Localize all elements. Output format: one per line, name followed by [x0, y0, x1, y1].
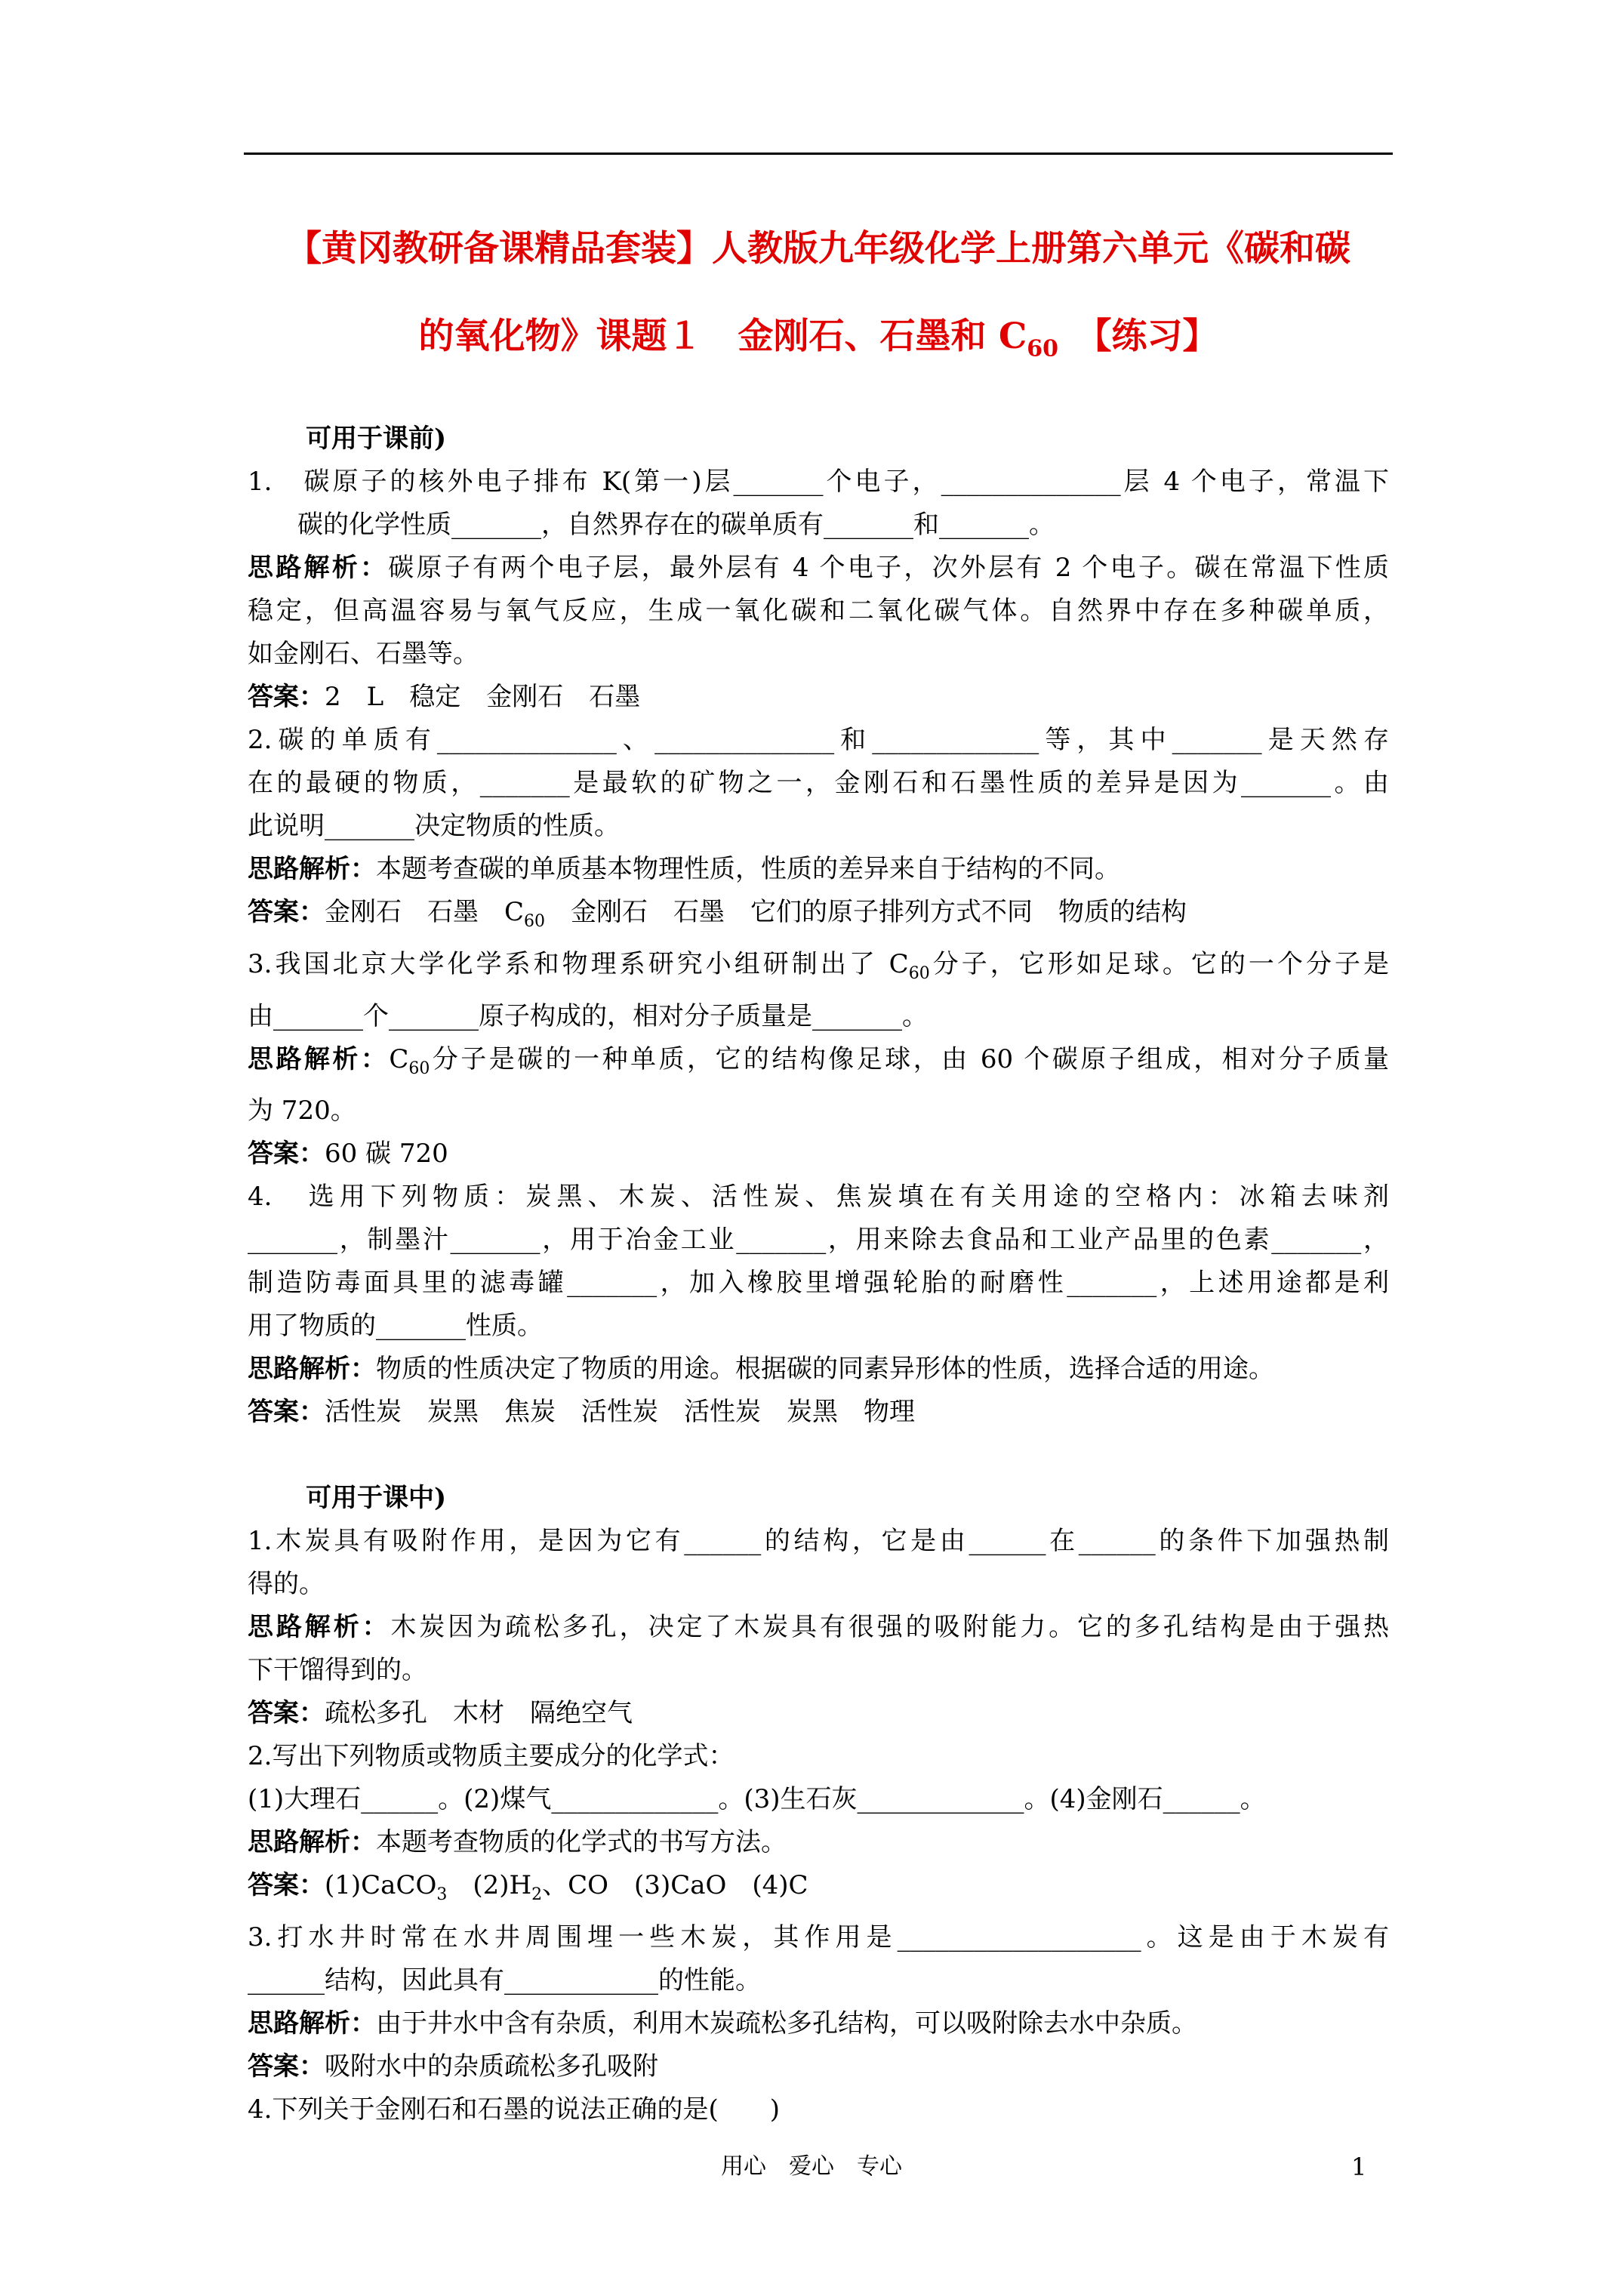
s2-q4-line1: 4.下列关于金刚石和石墨的说法正确的是( ) [248, 2094, 780, 2125]
s1-q2-line3: 此说明_______决定物质的性质。 [248, 811, 620, 841]
title-line-2: 的氧化物》课题１ 金刚石、石墨和 $C_{60}$ 【练习】 [418, 316, 1218, 362]
s1-q2-line1: 2.碳的单质有______________、______________和_____________等，其中_______是天然存 [248, 725, 1389, 755]
s1-q1-line2: 碳的化学性质_______，自然界存在的碳单质有_______和_______。 [297, 510, 1055, 540]
s1-q4-line4: 用了物质的_______性质。 [248, 1311, 543, 1342]
s2-q1-analysis-line2: 下干馏得到的。 [248, 1655, 427, 1686]
s1-q2-answer: 答案：金刚石 石墨 $C_{60}$ 金刚石 石墨 它们的原子排列方式不同 物质的结构 [248, 897, 1187, 931]
s2-q3-line1: 3.打水井时常在水井周围埋一些木炭，其作用是___________________。这是由于木炭有 [248, 1922, 1389, 1953]
s1-q3-analysis: 思路解析：$C_{60}$分子是碳的一种单质，它的结构像足球，由 60 个碳原子组成，相对分子质量 [248, 1043, 1389, 1078]
s1-q1-line1: 1. 碳原子的核外电子排布 K(第一)层_______个电子，______________层 4 个电子，常温下 [248, 467, 1389, 497]
s1-q3-analysis-line2: 为 720。 [248, 1096, 356, 1126]
document-title [244, 205, 1393, 393]
s2-q1-line1: 1.木炭具有吸附作用，是因为它有______的结构，它是由______在______的条件下加强热制 [248, 1526, 1389, 1557]
s1-q3-line2: 由_______个_______原子构成的，相对分子质量是_______。 [248, 1000, 928, 1031]
s2-q2-analysis: 思路解析：本题考查物质的化学式的书写方法。 [248, 1827, 787, 1858]
s1-q2-analysis: 思路解析：本题考查碳的单质基本物理性质，性质的差异来自于结构的不同。 [248, 854, 1120, 884]
s1-q4-line1: 4. 选用下列物质：炭黑、木炭、活性炭、焦炭填在有关用途的空格内：冰箱去味剂 [248, 1182, 1389, 1213]
header-rule [244, 153, 1393, 155]
s2-q2-line1: 2.写出下列物质或物质主要成分的化学式： [248, 1741, 735, 1772]
s2-q1-line2: 得的。 [248, 1569, 325, 1600]
section-gap [248, 1434, 1389, 1477]
s2-q1-analysis: 思路解析：木炭因为疏松多孔，决定了木炭具有很强的吸附能力。它的多孔结构是由于强热 [248, 1612, 1389, 1643]
s1-q1-analysis-line2: 稳定，但高温容易与氧气反应，生成一氧化碳和二氧化碳气体。自然界中存在多种碳单质， [248, 596, 1389, 626]
footer-slogan: 用心 爱心 专心 [721, 2153, 902, 2180]
s1-q2-line2: 在的最硬的物质，_______是最软的矿物之一，金刚石和石墨性质的差异是因为_______。由 [248, 768, 1389, 798]
title-line-1: 【黄冈教研备课精品套装】人教版九年级化学上册第六单元《碳和碳 [286, 228, 1350, 270]
s1-q1-analysis-line3: 如金刚石、石墨等。 [248, 639, 479, 669]
document-body [248, 418, 1389, 2131]
s1-q1-analysis: 思路解析：碳原子有两个电子层，最外层有 4 个电子，次外层有 2 个电子。碳在常温下性质 [248, 553, 1389, 583]
s2-q3-analysis: 思路解析：由于井水中含有杂质，利用木炭疏松多孔结构，可以吸附除去水中杂质。 [248, 2008, 1197, 2039]
s1-q1-answer: 答案：2 L 稳定 金刚石 石墨 [248, 682, 641, 712]
page-number: 1 [1351, 2153, 1367, 2181]
s2-q2-line2: (1)大理石______。(2)煤气_____________。(3)生石灰_____________。(4)金刚石______。 [248, 1784, 1266, 1815]
s1-q4-answer: 答案：活性炭 炭黑 焦炭 活性炭 活性炭 炭黑 物理 [248, 1397, 915, 1428]
s1-q4-analysis: 思路解析：物质的性质决定了物质的用途。根据碳的同素异形体的性质，选择合适的用途。 [248, 1354, 1274, 1385]
section-label-in-class: 可用于课中) [306, 1483, 447, 1514]
s1-q3-answer: 答案：60 碳 720 [248, 1139, 448, 1170]
s2-q3-line2: ______结构，因此具有____________的性能。 [248, 1965, 761, 1996]
s2-q1-answer: 答案：疏松多孔 木材 隔绝空气 [248, 1698, 633, 1729]
s2-q2-answer: 答案：(1)CaCO$_3$ $(2)H_2$、CO (3)CaO (4)C [248, 1870, 808, 1905]
s1-q3-line1: 3.我国北京大学化学系和物理系研究小组研制出了 $C_{60}$分子，它形如足球。它的一个分子是 [248, 948, 1389, 983]
section-label-pre-class: 可用于课前) [306, 424, 447, 454]
s1-q4-line2: _______，制墨汁_______，用于冶金工业_______，用来除去食品和工业产品里的色素_______， [248, 1225, 1389, 1256]
s2-q3-answer: 答案：吸附水中的杂质疏松多孔吸附 [248, 2051, 658, 2082]
s1-q4-line3: 制造防毒面具里的滤毒罐_______，加入橡胶里增强轮胎的耐磨性_______，上述用途都是利 [248, 1268, 1389, 1299]
